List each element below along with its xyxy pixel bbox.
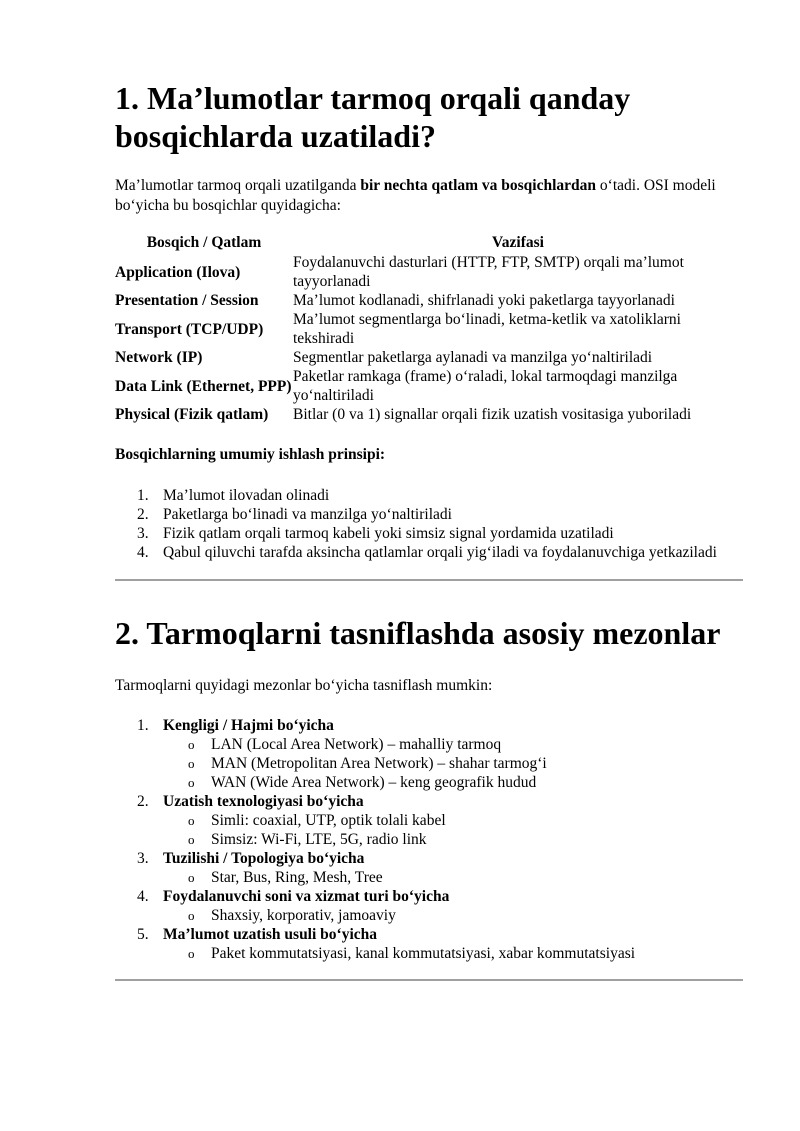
- table-body: [115, 253, 743, 424]
- sub-list: [163, 906, 743, 925]
- sub-item-text: Simli: coaxial, UTP, optik tolali kabel: [211, 812, 446, 829]
- sub-list-item: [115, 811, 743, 830]
- table-row: [115, 405, 743, 424]
- sub-item-text: WAN (Wide Area Network) – keng geografik hudud: [211, 774, 537, 791]
- circle-bullet-icon: o: [188, 946, 195, 961]
- criterion-item: [115, 925, 743, 963]
- circle-bullet-icon: o: [188, 832, 195, 847]
- criterion-title: Tuzilishi / Topologiya bo‘yicha: [163, 850, 365, 867]
- sub-item-text: Shaxsiy, korporativ, jamoaviy: [211, 907, 396, 924]
- criterion-title: Ma’lumot uzatish usuli bo‘yicha: [163, 926, 378, 943]
- intro-text-bold: bir nechta qatlam va bosqichlardan: [360, 177, 597, 194]
- criterion-item: [115, 849, 743, 887]
- table-row: [115, 310, 743, 348]
- list-item: [115, 486, 743, 505]
- criterion-item: [115, 716, 743, 792]
- sub-item-text: Star, Bus, Ring, Mesh, Tree: [211, 869, 383, 886]
- sub-list: [163, 735, 743, 792]
- header-task: Vazifasi: [492, 234, 544, 251]
- list-item: [115, 505, 743, 524]
- list-text: Ma’lumot ilovadan olinadi: [163, 487, 330, 504]
- list-number: 4.: [137, 544, 149, 561]
- sub-list: [163, 868, 743, 887]
- row-stage: Network (IP): [115, 349, 203, 366]
- sub-item-text: MAN (Metropolitan Area Network) – shahar tarmog‘i: [211, 755, 547, 772]
- list-number: 1.: [137, 487, 149, 504]
- list-number: 2.: [137, 793, 149, 810]
- circle-bullet-icon: o: [188, 756, 195, 771]
- principle-title: Bosqichlarning umumiy ishlash prinsipi:: [115, 446, 386, 463]
- table-row: [115, 367, 743, 405]
- row-task: Foydalanuvchi dasturlari (HTTP, FTP, SMTP) orqali ma’lumot tayyorlanadi: [293, 254, 684, 290]
- list-number: 1.: [137, 717, 149, 734]
- list-number: 3.: [137, 525, 149, 542]
- list-text: Fizik qatlam orqali tarmoq kabeli yoki simsiz signal yordamida uzatiladi: [163, 525, 614, 542]
- row-task: Ma’lumot kodlanadi, shifrlanadi yoki paketlarga tayyorlanadi: [293, 292, 675, 309]
- table-row: [115, 348, 743, 367]
- list-item: [115, 543, 743, 562]
- sub-list-item: [115, 830, 743, 849]
- sub-list-item: [115, 773, 743, 792]
- sub-item-text: Simsiz: Wi-Fi, LTE, 5G, radio link: [211, 831, 427, 848]
- list-number: 2.: [137, 506, 149, 523]
- criterion-item: [115, 887, 743, 925]
- list-item: [115, 524, 743, 543]
- list-text: Paketlarga bo‘linadi va manzilga yo‘naltiriladi: [163, 506, 452, 523]
- row-stage: Transport (TCP/UDP): [115, 320, 264, 338]
- section1-heading: [115, 0, 743, 155]
- table-row: [115, 253, 743, 291]
- list-text: Qabul qiluvchi tarafda aksincha qatlamlar orqali yig‘iladi va foydalanuvchiga yetkaziladi: [163, 544, 717, 561]
- section-divider: [115, 579, 743, 581]
- sub-list-item: [115, 906, 743, 925]
- criteria-list: [115, 716, 743, 963]
- section-divider-bottom: [115, 979, 743, 981]
- circle-bullet-icon: o: [188, 908, 195, 923]
- sub-list-item: [115, 754, 743, 773]
- circle-bullet-icon: o: [188, 870, 195, 885]
- circle-bullet-icon: o: [188, 813, 195, 828]
- sub-list-item: [115, 735, 743, 754]
- row-stage: Presentation / Session: [115, 292, 259, 309]
- circle-bullet-icon: o: [188, 775, 195, 790]
- row-task: Ma’lumot segmentlarga bo‘linadi, ketma-ketlik va xatoliklarni tekshiradi: [293, 311, 681, 347]
- section1-heading-line2: bosqichlarda uzatiladi?: [115, 118, 436, 154]
- row-task: Segmentlar paketlarga aylanadi va manzilga yo‘naltiriladi: [293, 349, 653, 366]
- sub-item-text: Paket kommutatsiyasi, kanal kommutatsiyasi, xabar kommutatsiyasi: [211, 945, 636, 962]
- row-stage: Data Link (Ethernet, PPP): [115, 377, 292, 395]
- section1-heading-line1: 1. Ma’lumotlar tarmoq orqali qanday: [115, 80, 631, 116]
- steps-list: [115, 486, 743, 562]
- sub-list: [163, 944, 743, 963]
- criterion-title: Uzatish texnologiyasi bo‘yicha: [163, 793, 364, 810]
- intro-text-a: Ma’lumotlar tarmoq orqali uzatilganda: [115, 177, 361, 194]
- intro-text-b: o‘tadi. OSI modeli: [596, 177, 716, 194]
- row-task: Paketlar ramkaga (frame) o‘raladi, lokal tarmoqdagi manzilga yo‘naltiriladi: [293, 368, 678, 404]
- osi-layers-table: [115, 233, 743, 424]
- table-header-row: [115, 233, 743, 253]
- list-number: 4.: [137, 888, 149, 905]
- circle-bullet-icon: o: [188, 737, 195, 752]
- list-number: 5.: [137, 926, 149, 943]
- row-stage: Physical (Fizik qatlam): [115, 406, 269, 423]
- row-task: Bitlar (0 va 1) signallar orqali fizik uzatish vositasiga yuboriladi: [293, 406, 692, 423]
- criterion-item: [115, 792, 743, 849]
- header-stage: Bosqich / Qatlam: [146, 234, 262, 251]
- section2-heading: 2. Tarmoqlarni tasniflashda asosiy mezonlar: [115, 615, 721, 651]
- row-stage: Application (Ilova): [115, 263, 241, 281]
- section2-intro: Tarmoqlarni quyidagi mezonlar bo‘yicha tasniflash mumkin:: [115, 677, 493, 694]
- sub-item-text: LAN (Local Area Network) – mahalliy tarmoq: [211, 736, 502, 753]
- section1-intro: [115, 176, 743, 216]
- criterion-title: Foydalanuvchi soni va xizmat turi bo‘yicha: [163, 888, 450, 905]
- criterion-title: Kengligi / Hajmi bo‘yicha: [163, 717, 334, 734]
- list-number: 3.: [137, 850, 149, 867]
- table-row: [115, 291, 743, 310]
- sub-list: [163, 811, 743, 849]
- intro-text-c: bo‘yicha bu bosqichlar quyidagicha:: [115, 197, 341, 214]
- sub-list-item: [115, 868, 743, 887]
- sub-list-item: [115, 944, 743, 963]
